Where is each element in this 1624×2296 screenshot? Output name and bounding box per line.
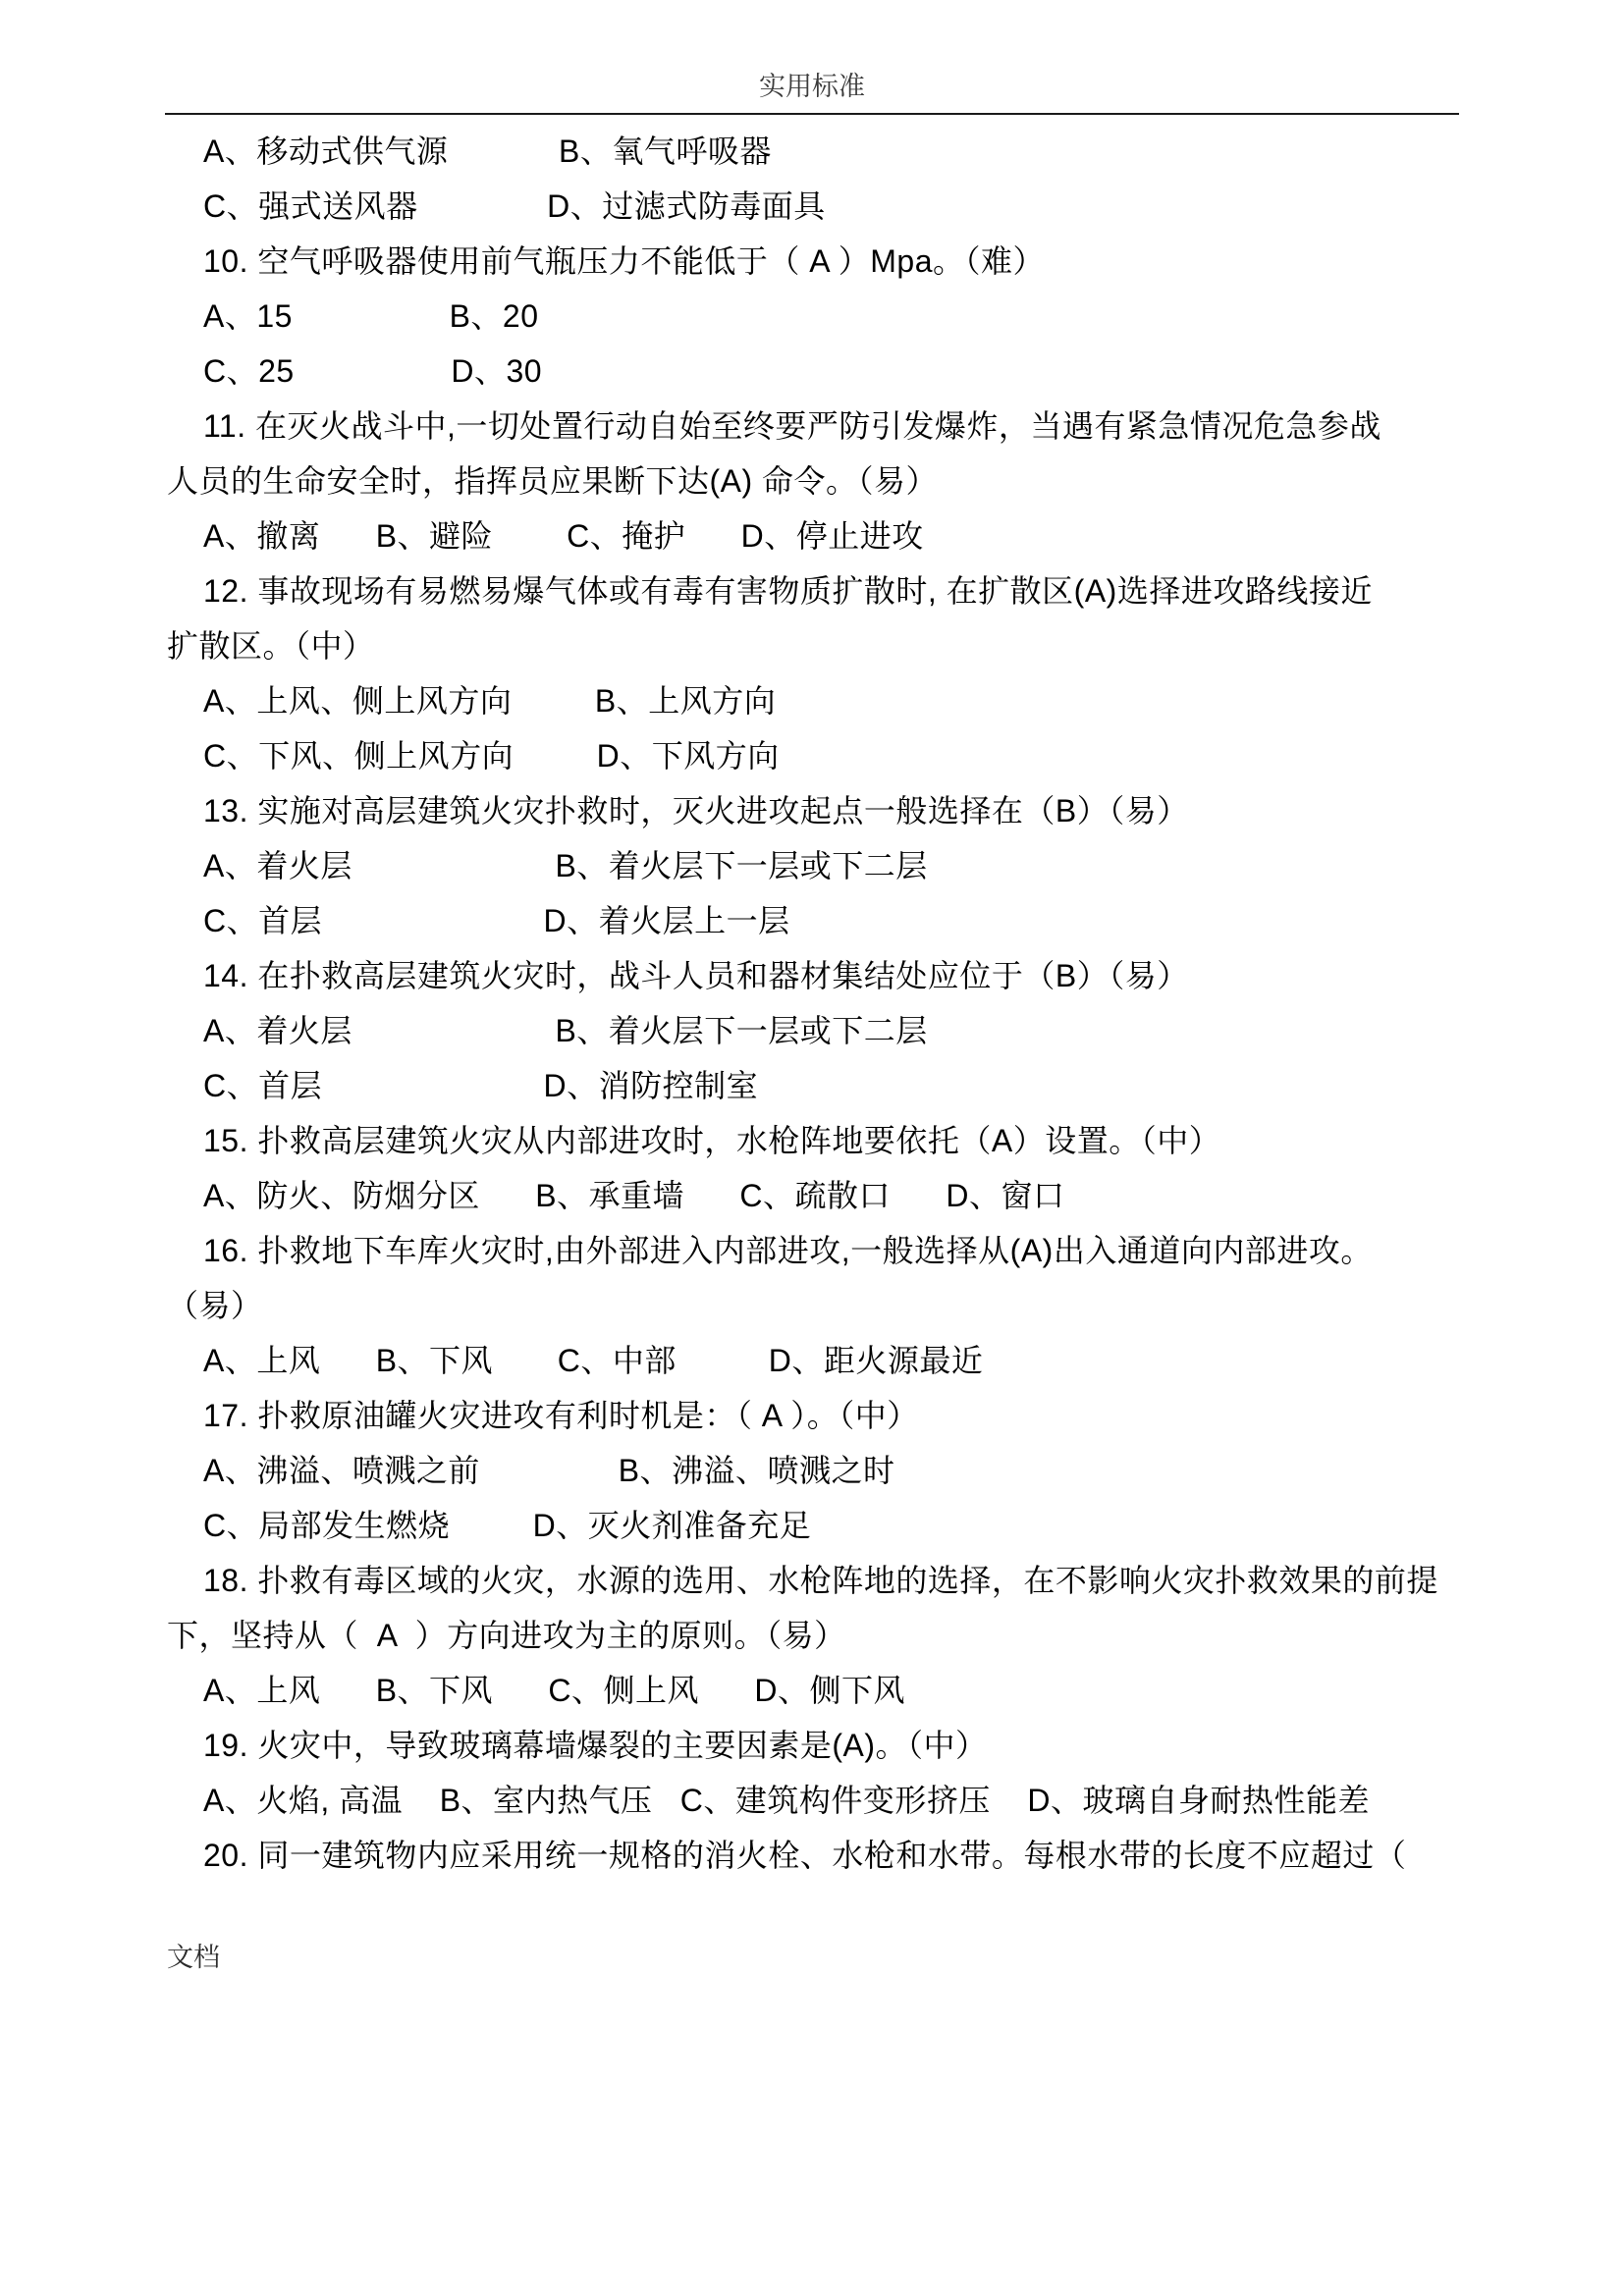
text-line: A、防火、防烟分区 B、承重墙 C、疏散口 D、窗口 — [203, 1178, 1065, 1213]
footer-label: 文档 — [167, 1943, 220, 1972]
text-line: C、强式送风器 D、过滤式防毒面具 — [203, 188, 826, 224]
text-line: 下，坚持从（ A ）方向进攻为主的原则。（易） — [167, 1618, 846, 1653]
text-line: （易） — [167, 1288, 263, 1323]
header-title: 实用标准 — [759, 72, 865, 101]
text-line: C、首层 D、着火层上一层 — [203, 903, 790, 938]
page-footer — [167, 1936, 220, 1974]
text-line: 16. 扑救地下车库火灾时,由外部进入内部进攻,一般选择从(A)出入通道向内部进攻。 — [203, 1233, 1373, 1268]
text-line: A、撤离 B、避险 C、掩护 D、停止进攻 — [203, 518, 924, 554]
text-line: 18. 扑救有毒区域的火灾，水源的选用、水枪阵地的选择，在不影响火灾扑救效果的前提 — [203, 1563, 1438, 1598]
text-line: 13. 实施对高层建筑火灾扑救时，灭火进攻起点一般选择在（B）（易） — [203, 793, 1189, 828]
text-line: 人员的生命安全时，指挥员应果断下达(A) 命令。（易） — [167, 463, 939, 499]
text-line: A、上风、侧上风方向 B、上风方向 — [203, 683, 777, 719]
text-line: C、首层 D、消防控制室 — [203, 1068, 759, 1103]
text-line: A、着火层 B、着火层下一层或下二层 — [203, 848, 928, 883]
text-line: A、上风 B、下风 C、侧上风 D、侧下风 — [203, 1673, 905, 1708]
text-line: A、上风 B、下风 C、中部 D、距火源最近 — [203, 1343, 984, 1378]
text-line: 20. 同一建筑物内应采用统一规格的消火栓、水枪和水带。每根水带的长度不应超过（ — [203, 1838, 1407, 1873]
text-line: A、火焰, 高温 B、室内热气压 C、建筑构件变形挤压 D、玻璃自身耐热性能差 — [203, 1783, 1370, 1818]
text-line: C、局部发生燃烧 D、灭火剂准备充足 — [203, 1508, 812, 1543]
text-line: C、下风、侧上风方向 D、下风方向 — [203, 738, 780, 774]
document-body — [167, 124, 1459, 1883]
page-header — [165, 65, 1459, 115]
text-line: 19. 火灾中，导致玻璃幕墙爆裂的主要因素是(A)。（中） — [203, 1728, 988, 1763]
text-line: 15. 扑救高层建筑火灾从内部进攻时，水枪阵地要依托（A）设置。（中） — [203, 1123, 1221, 1158]
text-line: 17. 扑救原油罐火灾进攻有利时机是：（ A ）。（中） — [203, 1398, 919, 1433]
text-line: 扩散区。（中） — [167, 628, 375, 664]
text-line: 14. 在扑救高层建筑火灾时，战斗人员和器材集结处应位于（B）（易） — [203, 958, 1189, 993]
text-line: A、沸溢、喷溅之前 B、沸溢、喷溅之时 — [203, 1453, 895, 1488]
text-line: 12. 事故现场有易燃易爆气体或有毒有害物质扩散时, 在扩散区(A)选择进攻路线接近 — [203, 573, 1373, 609]
text-line: A、15 B、20 — [203, 298, 539, 334]
text-line: A、移动式供气源 B、氧气呼吸器 — [203, 133, 772, 169]
text-line: A、着火层 B、着火层下一层或下二层 — [203, 1013, 928, 1048]
text-line: C、25 D、30 — [203, 353, 543, 389]
text-line: 10. 空气呼吸器使用前气瓶压力不能低于（ A ）Mpa。（难） — [203, 243, 1045, 279]
text-line: 11. 在灭火战斗中,一切处置行动自始至终要严防引发爆炸，当遇有紧急情况危急参战 — [203, 408, 1381, 444]
